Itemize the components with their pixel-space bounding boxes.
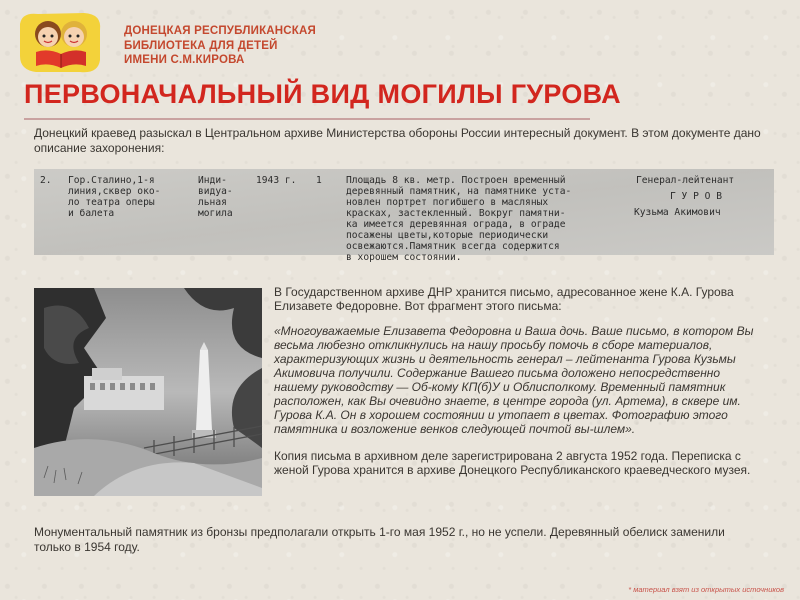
doc-type-line-3: льная: [198, 197, 227, 208]
library-name: [124, 24, 316, 68]
doc-desc-line-2: деревянный памятник, на памятнике уста-: [346, 186, 572, 197]
doc-type-line-1: Инди-: [198, 175, 227, 186]
intro-paragraph: Донецкий краевед разыскал в Центральном архиве Министерства обороны России интересный документ. В этом документе дано описание захоронения:: [34, 126, 761, 155]
library-name-line-2: БИБЛИОТЕКА ДЛЯ ДЕТЕЙ: [124, 39, 278, 52]
doc-place-line-1: Гор.Сталино,1-я: [68, 175, 155, 186]
archive-document-image: [34, 169, 774, 263]
doc-desc-line-4: красках, застекленный. Вокруг памятни-: [346, 208, 566, 219]
doc-place-line-2: линия,сквер око-: [68, 186, 161, 197]
source-footnote: * материал взят из открытых источников: [628, 585, 784, 594]
title-divider: [24, 118, 590, 120]
doc-place-line-4: и балета: [68, 208, 115, 219]
doc-desc-line-5: ка имеется деревянная ограда, в ограде: [346, 219, 566, 230]
obelisk-photo-icon: [34, 288, 262, 496]
letter-quote: «Многоуважаемые Елизавета Федоровна и Ваша дочь. Ваше письмо, в котором Вы весьма любезно откликнулись на нашу просьбу помочь в сборе материалов, характеризующих жизнь и деятельность генерал – лейтенанта Гурова Кузьмы Акимовича получили. Содержание Вашего письма доложено непосредственно нашему руководству — Об-кому КП(б)У и Облисполкому. Временный памятник расположен, как Вы очевидно знаете, в центре города (ул. Артема), в сквере им. Гурова К.А. Он в хорошем состоянии и утопает в цветах. Фотографию этого памятника и возложение венков следующей почтой вы-шлем».: [274, 324, 754, 436]
doc-given-name: Кузьма Акимович: [634, 207, 721, 218]
doc-desc-line-6: посажены цветы,которые периодически: [346, 230, 549, 241]
doc-desc-line-8: в хорошем состоянии.: [346, 252, 462, 263]
library-logo-icon: [14, 10, 106, 76]
doc-surname: Г У Р О В: [670, 191, 722, 202]
doc-desc-line-3: новлен портрет погибшего в масляных: [346, 197, 549, 208]
doc-desc-line-7: освежаются.Памятник всегда содержится: [346, 241, 560, 252]
letter-copy-note: Копия письма в архивном деле зарегистрирована 2 августа 1952 года. Переписка с женой Гурова хранится в архиве Донецкого Республиканского краеведческого музея.: [274, 449, 751, 477]
historical-photo: [34, 288, 262, 496]
doc-type-line-4: могила: [198, 208, 233, 219]
doc-year: 1943 г.: [256, 175, 297, 186]
doc-place-line-3: ло театра оперы: [68, 197, 155, 208]
library-name-line-1: ДОНЕЦКАЯ РЕСПУБЛИКАНСКАЯ: [124, 25, 317, 37]
letter-intro: В Государственном архиве ДНР хранится письмо, адресованное жене К.А. Гурова Елизавете Федоровне. Вот фрагмент этого письма:: [274, 285, 734, 313]
letter-section: [274, 285, 766, 477]
doc-rank: Генерал-лейтенант: [636, 175, 735, 186]
doc-type-line-2: видуа-: [198, 186, 233, 197]
doc-count: 1: [316, 175, 322, 186]
library-name-line-3: ИМЕНИ С.М.КИРОВА: [124, 54, 245, 66]
library-logo: [14, 10, 106, 76]
doc-desc-line-1: Площадь 8 кв. метр. Построен временный: [346, 175, 566, 186]
doc-row-number: 2.: [40, 175, 52, 186]
page-title: ПЕРВОНАЧАЛЬНЫЙ ВИД МОГИЛЫ ГУРОВА: [24, 79, 621, 109]
monument-paragraph: Монументальный памятник из бронзы предполагали открыть 1-го мая 1952 г., но не успели. Деревянный обелиск заменили только в 1954 году.: [34, 525, 725, 554]
